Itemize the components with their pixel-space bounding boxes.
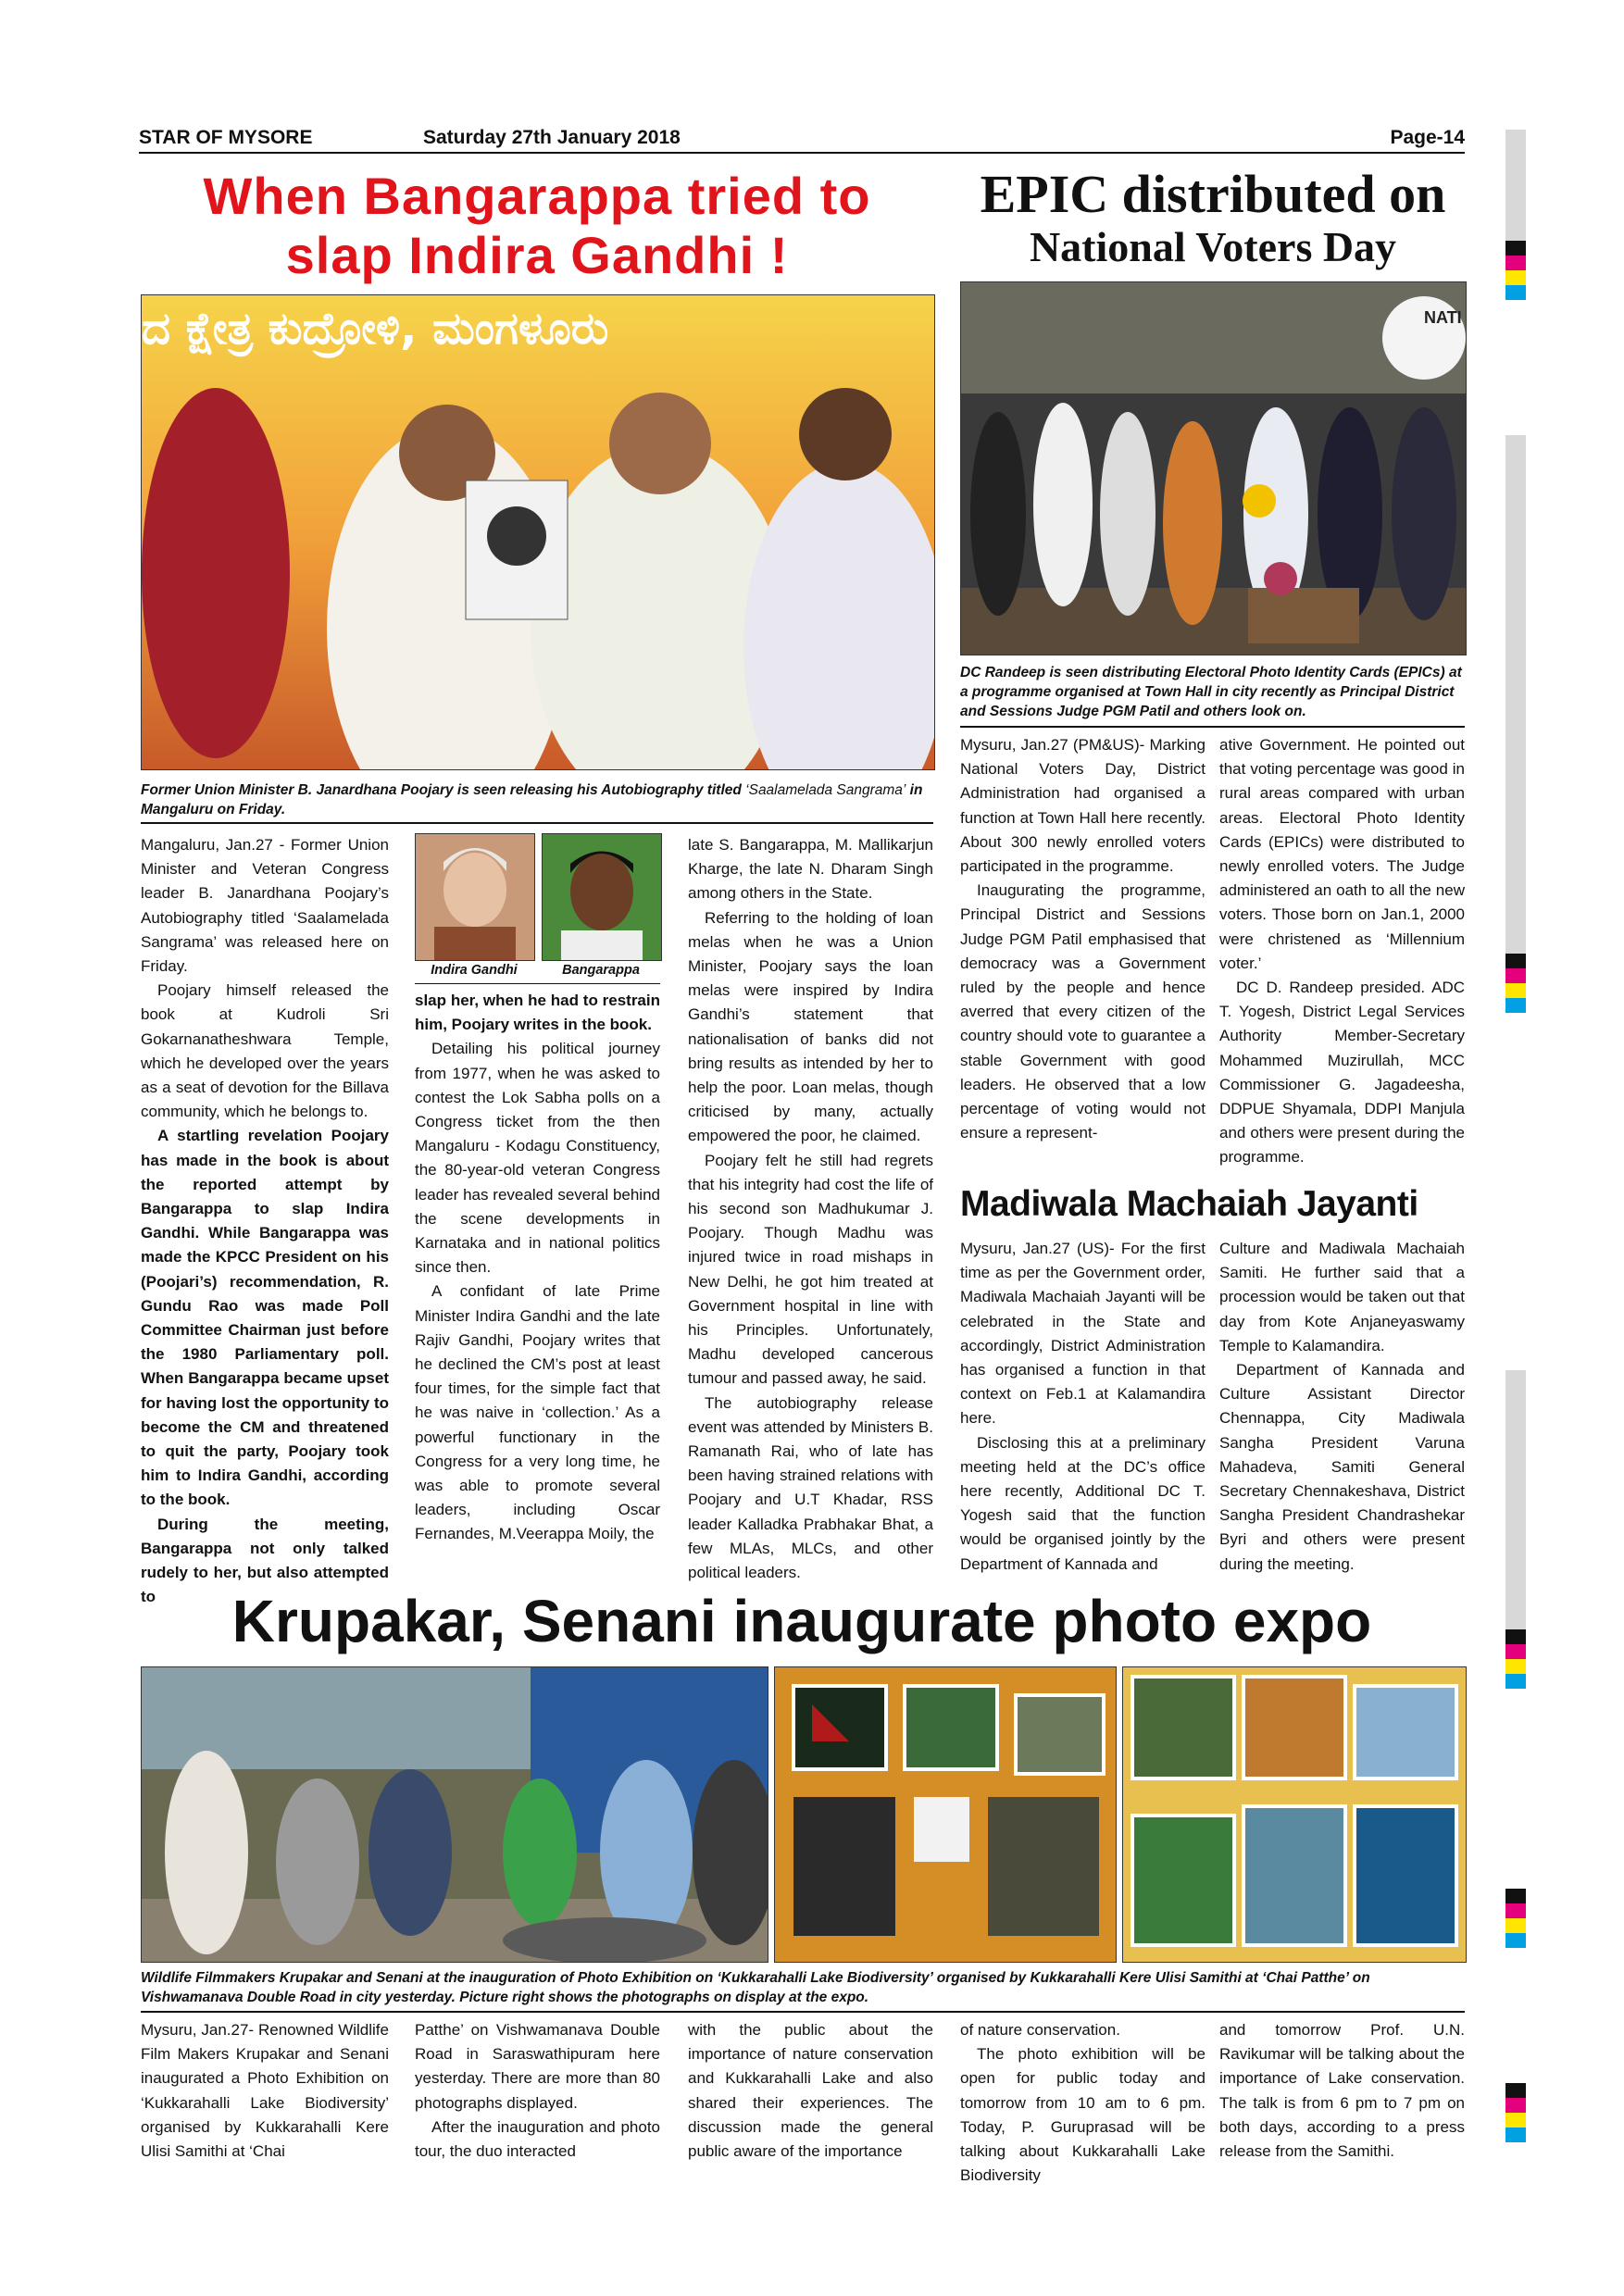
story2-column-1 xyxy=(960,733,1206,1145)
paragraph: Mangaluru, Jan.27 - Former Union Minister and Veteran Congress leader B. Janardhana Poojary’s Autobiography titled ‘Saalamelada Sangrama’ was released here on Friday. xyxy=(141,836,389,976)
inset-rule xyxy=(415,983,660,984)
story2-headline xyxy=(958,165,1468,270)
paragraph: and tomorrow Prof. U.N. Ravikumar will be talking about the importance of Lake conservation. The talk is from 6 pm to 7 pm on both days, according to a press release from the Samithi. xyxy=(1219,2021,1465,2161)
story1-headline-line2: slap Indira Gandhi ! xyxy=(285,226,789,284)
story4-column-3 xyxy=(688,2018,933,2164)
story4-column-4 xyxy=(960,2018,1206,2188)
banner-nati-text: NATI xyxy=(1424,308,1462,327)
paragraph: late S. Bangarappa, M. Mallikarjun Kharge, the late N. Dharam Singh among others in the State. xyxy=(688,836,933,903)
story4-column-5 xyxy=(1219,2018,1465,2164)
paragraph: Poojary himself released the book at Kudroli Sri Gokarnanatheshwara Temple, which he developed over the years as a seat of devotion for the Billava community, which he belongs to. xyxy=(141,981,389,1121)
paragraph: with the public about the importance of nature conservation and Kukkarahalli Lake and also shared their experiences. The discussion made the general public aware of the importance xyxy=(688,2021,933,2161)
story4-photo-exhibit-2 xyxy=(1122,1666,1467,1963)
paragraph: The autobiography release event was attended by Ministers B. Ramanath Rai, who of late has been having strained relations with Poojary and U.T Khadar, RSS leader Kalladka Prabhakar Bhat, a few MLAs, MLCs, and other political leaders. xyxy=(688,1393,933,1582)
story4-photo-caption: Wildlife Filmmakers Krupakar and Senani at the inauguration of Photo Exhibition on ‘Kukkarahalli Lake Biodiversity’ organised by Kukkarahalli Kere Ulisi Samithi at ‘Chai Patthe’ on Vishwamanava Double Road in city yesterday. Picture right shows the photographs on display at the expo. xyxy=(141,1970,1370,2005)
inset-label-indira: Indira Gandhi xyxy=(431,963,518,978)
story2-column-2 xyxy=(1219,733,1465,1170)
story4-photo-people xyxy=(141,1666,768,1963)
inset-photo-bangarappa xyxy=(542,833,662,961)
paragraph: Mysuru, Jan.27 (US)- For the first time as per the Government order, Madiwala Machaiah Jayanti will be celebrated in the State and accordingly, District Administration has organised a function in that context on Feb.1 at Kalamandira here. xyxy=(960,1240,1206,1428)
story3-column-2 xyxy=(1219,1237,1465,1577)
story1-main-photo xyxy=(141,294,935,770)
paragraph: Culture and Madiwala Machaiah Samiti. He further said that a procession would be taken out that day from Kote Anjaneyaswamy Temple to Kalamandira. xyxy=(1219,1240,1465,1354)
story4-column-1 xyxy=(141,2018,389,2164)
story1-column-3 xyxy=(688,833,933,1585)
paragraph: Patthe’ on Vishwamanava Double Road in Saraswathipuram here yesterday. There are more than 80 photographs displayed. xyxy=(415,2021,660,2112)
issue-date: Saturday 27th January 2018 xyxy=(423,127,681,148)
paragraph: Inaugurating the programme, Principal District and Sessions Judge PGM Patil emphasised that democracy was a Government ruled by the people and hence averred that every citizen of the country should vote to guarantee a stable Government with good leaders. He observed that a low percentage of voting would not ensure a represent- xyxy=(960,881,1206,1142)
story3-headline: Madiwala Machaiah Jayanti xyxy=(960,1184,1418,1224)
header-rule xyxy=(139,152,1465,154)
paragraph: Poojary felt he still had regrets that his integrity had cost the life of his second son Madhukumar J. Poojary. Though Madhu was injured twice in road mishaps in New Delhi, he got him treated at Government hospital in line with his Principles. Unfortunately, Madhu developed cancerous tumour and passed away, he said. xyxy=(688,1151,933,1388)
story1-headline-line1: When Bangarappa tried to xyxy=(203,167,871,225)
story2-headline-line1: EPIC distributed on xyxy=(980,164,1446,224)
paragraph: of nature conservation. xyxy=(960,2021,1120,2039)
story1-column-2 xyxy=(415,989,660,1547)
paragraph: Disclosing this at a preliminary meeting held at the DC’s office here recently, Additional DC T. Yogesh said that the function would be organised jointly by the Department of Kannada and xyxy=(960,1433,1206,1573)
paragraph: The photo exhibition will be open for public today and tomorrow from 10 am to 6 pm. Today, P. Guruprasad will be talking about Kukkarahalli Lake Biodiversity xyxy=(960,2045,1206,2185)
inset-label-bangarappa: Bangarappa xyxy=(562,963,640,978)
color-registration-strip xyxy=(1505,130,1526,2166)
paragraph: Mysuru, Jan.27 (PM&US)- Marking National Voters Day, District Administration had organised a function at Town Hall here recently. About 300 newly enrolled voters participated in the programme. xyxy=(960,736,1206,876)
story4-headline: Krupakar, Senani inaugurate photo expo xyxy=(231,1588,1372,1654)
masthead-name: STAR OF MYSORE xyxy=(139,127,313,148)
caption-text: Former Union Minister B. Janardhana Poojary is seen releasing his Autobiography titled xyxy=(141,782,746,798)
paragraph: After the inauguration and photo tour, the duo interacted xyxy=(415,2117,660,2161)
story4-photo-exhibit-1 xyxy=(774,1666,1117,1963)
story2-photo-caption: DC Randeep is seen distributing Electoral Photo Identity Cards (EPICs) at a programme organised at Town Hall in city recently as Principal District and Sessions Judge PGM Patil and others look on. xyxy=(960,665,1462,719)
story1-headline xyxy=(139,167,935,285)
caption-book-title: ‘Saalamelada Sangrama’ xyxy=(745,782,906,798)
story4-caption-rule xyxy=(141,2011,1465,2013)
caption-end: in Mangaluru on Friday. xyxy=(141,782,923,817)
story2-headline-line2: National Voters Day xyxy=(1029,223,1397,270)
paragraph: slap her, when he had to restrain him, Poojary writes in the book. xyxy=(415,992,660,1034)
paragraph: During the meeting, Bangarappa not only talked rudely to her, but also attempted to xyxy=(141,1515,389,1606)
paragraph: A confidant of late Prime Minister Indira Gandhi and the late Rajiv Gandhi, Poojary writes that he declined the CM’s post at least four times, for the simple fact that he was naive in ‘collection.’ As a powerful functionary in the Congress for a very long time, he was able to promote several leaders, including Oscar Fernandes, M.Veerappa Moily, the xyxy=(415,1282,660,1543)
paragraph: Mysuru, Jan.27- Renowned Wildlife Film Makers Krupakar and Senani inaugurated a Photo Exhibition on ‘Kukkarahalli Lake Biodiversity’ organised by Kukkarahalli Kere Ulisi Samithi at ‘Chai xyxy=(141,2021,389,2161)
story1-caption-rule xyxy=(141,822,933,824)
paragraph: Detailing his political journey from 1977, when he was asked to contest the Lok Sabha polls on a Congress ticket from the then Mangaluru - Kodagu Constituency, the 80-year-old veteran Congress leader has revealed several behind the scene developments in Karnataka and in national politics since then. xyxy=(415,1040,660,1277)
paragraph: A startling revelation Poojary has made in the book is about the reported attempt by Bangarappa to slap Indira Gandhi. While Bangarappa was made the KPCC President on his (Poojari’s) recommendation, R. Gundu Rao was made Poll Committee Chairman just before the 1980 Parliamentary poll. When Bangarappa became upset for having lost the opportunity to become the CM and threatened to quit the party, Poojary took him to Indira Gandhi, according to the book. xyxy=(141,1127,389,1509)
story1-column-1 xyxy=(141,833,389,1610)
story4-column-2 xyxy=(415,2018,660,2164)
story1-photo-caption xyxy=(141,780,933,819)
page-number: Page-14 xyxy=(1390,127,1465,148)
paragraph: Department of Kannada and Culture Assistant Director Chennappa, City Madiwala Sangha President Varuna Mahadeva, Samiti General Secretary Chennakeshava, District Sangha President Chandrashekar Byri and others were present during the meeting. xyxy=(1219,1361,1465,1573)
paragraph: ative Government. He pointed out that voting percentage was good in rural areas compared with urban areas. Electoral Photo Identity Cards (EPICs) were distributed to newly enrolled voters. The Judge administered an oath to all the new voters. Those born on Jan.1, 2000 were christened as ‘Millennium voter.’ xyxy=(1219,736,1465,972)
paragraph: Referring to the holding of loan melas when he was a Union Minister, Poojary says the loan melas were inspired by Indira Gandhi’s statement that nationalisation of banks did not bring results as intended by her to help the poor. Loan melas, though criticised by many, actually empowered the poor, he claimed. xyxy=(688,908,933,1145)
story2-caption-rule xyxy=(960,726,1465,728)
story3-column-1 xyxy=(960,1237,1206,1577)
inset-photo-indira-gandhi xyxy=(415,833,535,961)
story2-photo xyxy=(960,281,1467,655)
paragraph: DC D. Randeep presided. ADC T. Yogesh, District Legal Services Authority Member-Secretary Mohammed Muzirullah, MCC Commissioner G. Jagadeesha, DDPUE Shyamala, DDPI Manjula and others were present during the programme. xyxy=(1219,979,1465,1167)
banner-kannada-text: ದ ಕ್ಷೇತ್ರ ಕುದ್ರೋಳಿ, ಮಂಗಳೂರು xyxy=(142,303,609,355)
